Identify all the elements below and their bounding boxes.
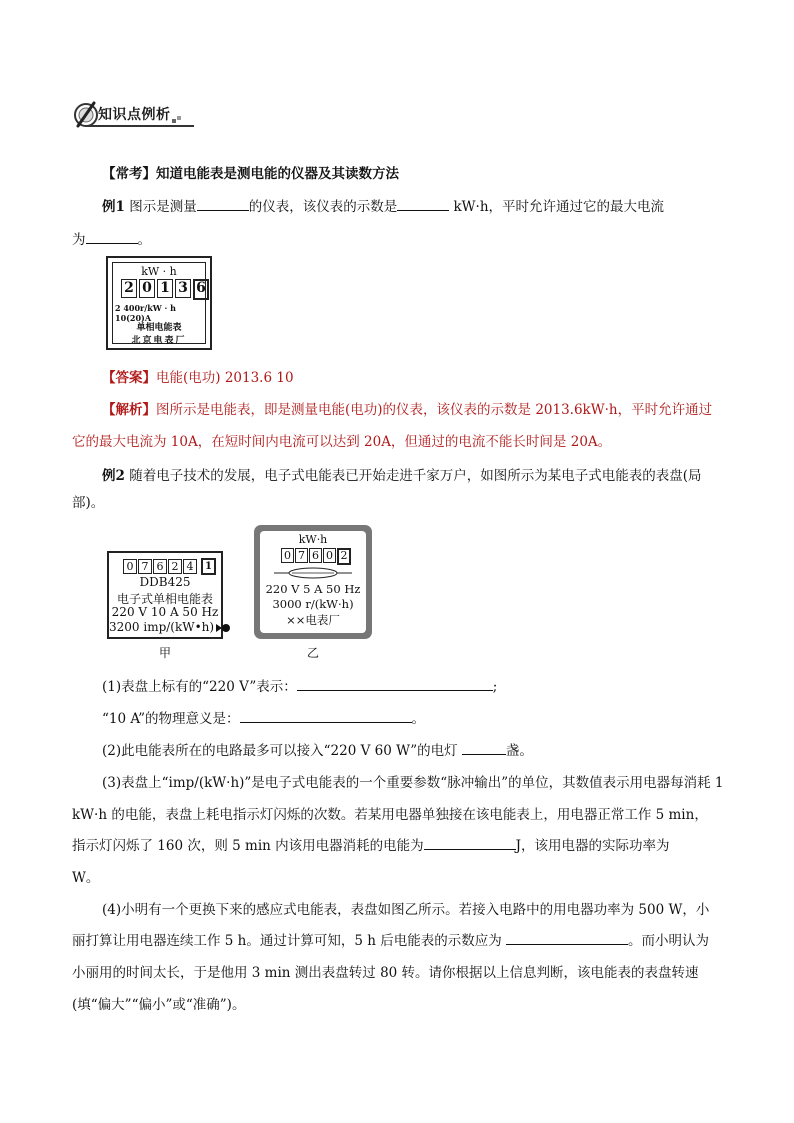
q1-line-a — [102, 675, 497, 695]
example1-question-line1 — [102, 195, 664, 215]
heading-decoration-icon — [172, 116, 182, 124]
q2-text-b: 盏。 — [505, 743, 533, 759]
example1-text-e: 。 — [137, 232, 151, 248]
meter1-spec: 2 400r/kW · h 10(20)A — [115, 303, 176, 323]
meter-jia-model: DDB425 — [139, 575, 191, 589]
meter-jia-digit: 2 — [168, 559, 182, 574]
meter1-digit: 3 — [175, 279, 191, 298]
example1-answer — [102, 366, 294, 386]
heading-underline — [86, 125, 194, 127]
example1-blank-3[interactable] — [86, 242, 138, 244]
section-title-text: 知道电能表是测电能的仪器及其读数方法 — [156, 166, 399, 182]
section-tag: 【常考】 — [102, 166, 156, 182]
answer-text: 电能(电功) 2013.6 10 — [156, 370, 294, 386]
meter-jia-indicator: 1 — [201, 558, 216, 575]
meter1-digit: 1 — [157, 279, 173, 298]
example2-intro-text: 随着电子技术的发展，电子式电能表已开始走进千家万户，如图所示为某电子式电能表的表盘(局 — [129, 468, 702, 484]
q4-line2 — [72, 929, 709, 949]
example1-text-c: kW·h，平时允许通过它的最大电流 — [449, 199, 665, 215]
caption-yi: 乙 — [307, 646, 320, 660]
q2-line — [102, 739, 533, 759]
meter1-digits — [121, 279, 211, 300]
example1-text-a: 图示是测量 — [129, 199, 197, 215]
meter1-digit: 0 — [139, 279, 155, 298]
example1-text-d: 为 — [72, 232, 86, 248]
q1-text-a: (1)表盘上标有的“220 V”表示： — [102, 679, 297, 695]
q3-line1: (3)表盘上“imp/(kW·h)”是电子式电能表的一个重要参数“脉冲输出”的单位，其数值表示用电器每消耗 1 — [102, 775, 724, 791]
meter1-unit: kW · h — [141, 265, 177, 278]
meter-yi-digit: 7 — [295, 548, 308, 563]
example2-label: 例2 — [102, 468, 125, 484]
q1-end-b: 。 — [411, 711, 426, 727]
answer-tag: 【答案】 — [102, 370, 156, 386]
q4-line4: (填“偏大”“偏小”或“准确”)。 — [72, 997, 246, 1013]
heading-title: 知识点例析 — [98, 107, 171, 123]
meter-jia-name: 电子式单相电能表 — [116, 592, 213, 606]
example1-blank-1[interactable] — [197, 209, 249, 211]
meter-jia-imp: 3200 imp/(kW•h) — [109, 620, 215, 634]
meter-yi-digit: 0 — [281, 548, 294, 563]
q3-line4: W。 — [72, 870, 100, 886]
q1-text-b: “10 A”的物理意义是： — [102, 711, 240, 727]
meter-jia-imp-row — [109, 620, 221, 634]
meter-yi-digit: 6 — [309, 548, 322, 563]
q4-text-b: 。而小明认为 — [628, 933, 710, 949]
q3-line2: kW·h 的电能，表盘上耗电指示灯闪烁的次数。若某用电器单独接在该电能表上，用电器正常工作 5 min， — [72, 807, 708, 823]
example1-label: 例1 — [102, 199, 125, 215]
q3-text-a: 指示灯闪烁了 160 次，则 5 min 内该用电器消耗的电能为 — [72, 838, 424, 854]
example1-question-line2 — [72, 228, 151, 248]
q4-text-a: 丽打算让用电器连续工作 5 h。通过计算可知，5 h 后电能表的示数应为 — [72, 933, 502, 949]
q1-line-b — [102, 707, 425, 727]
q2-text-a: (2)此电能表所在的电路最多可以接入“220 V 60 W”的电灯 — [102, 743, 458, 759]
meter1-digit: 2 — [121, 279, 137, 298]
meter1-digit-decimal: 6 — [193, 279, 209, 300]
meter-jia-rating: 220 V 10 A 50 Hz — [111, 605, 219, 619]
meter-jia-digit: 4 — [183, 559, 197, 574]
q1-blank-b[interactable] — [240, 721, 412, 723]
q4-blank[interactable] — [506, 943, 628, 945]
example2-intro-line2: 部)。 — [72, 495, 105, 511]
meter-jia-digit: 0 — [123, 559, 137, 574]
q4-line3: 小丽用的时间太长，于是他用 3 min 测出表盘转过 80 转。请你根据以上信息判断，该电能表的表盘转速 — [72, 965, 699, 981]
analysis-line1: 图所示是电能表，即是测量电能(电功)的仪表，该仪表的示数是 2013.6kW·h，平时允许通过 — [156, 402, 713, 418]
rotating-disc-icon — [274, 566, 352, 580]
section-title — [102, 162, 399, 182]
example1-analysis-line2: 它的最大电流为 10A，在短时间内电流可以达到 20A，但通过的电流不能长时间是 20A。 — [72, 434, 612, 450]
meter-jia-digits — [123, 559, 198, 574]
meter1-maker: 北京电表厂 — [131, 336, 187, 346]
q3-blank[interactable] — [424, 848, 516, 850]
indicator-led-icon — [222, 624, 230, 632]
meter-yi-unit: kW·h — [298, 533, 328, 546]
meter-jia-digit: 6 — [153, 559, 167, 574]
meter-yi-digit-decimal: 2 — [337, 548, 351, 565]
analysis-tag: 【解析】 — [102, 402, 156, 418]
q4-line1: (4)小明有一个更换下来的感应式电能表，表盘如图乙所示。若接入电路中的用电器功率为 500 W，小 — [102, 902, 710, 918]
meter-yi-maker: ××电表厂 — [286, 613, 340, 627]
example1-text-b: 的仪表，该仪表的示数是 — [248, 199, 398, 215]
meter-yi-rating: 220 V 5 A 50 Hz — [265, 582, 361, 596]
example2-intro-line1 — [102, 464, 701, 484]
example1-analysis-line1 — [102, 398, 712, 418]
q3-text-b: J，该用电器的实际功率为 — [515, 838, 670, 854]
meter-figure-jia — [107, 551, 223, 639]
meter-jia-digit: 7 — [138, 559, 152, 574]
q3-line3 — [72, 834, 670, 854]
q1-end-a: ; — [492, 679, 498, 695]
example1-blank-2[interactable] — [397, 209, 449, 211]
q2-blank[interactable] — [462, 753, 506, 755]
meter-yi-rev: 3000 r/(kW·h) — [272, 597, 354, 611]
q1-blank-a[interactable] — [297, 689, 493, 691]
meter-figure-example1 — [106, 256, 212, 350]
meter-figure-yi — [254, 525, 372, 639]
meter-yi-digit: 0 — [323, 548, 336, 563]
meter1-name: 单相电能表 — [136, 323, 182, 333]
caption-jia: 甲 — [159, 646, 172, 660]
meter-yi-digits — [281, 548, 352, 565]
section-heading-badge — [72, 100, 196, 130]
